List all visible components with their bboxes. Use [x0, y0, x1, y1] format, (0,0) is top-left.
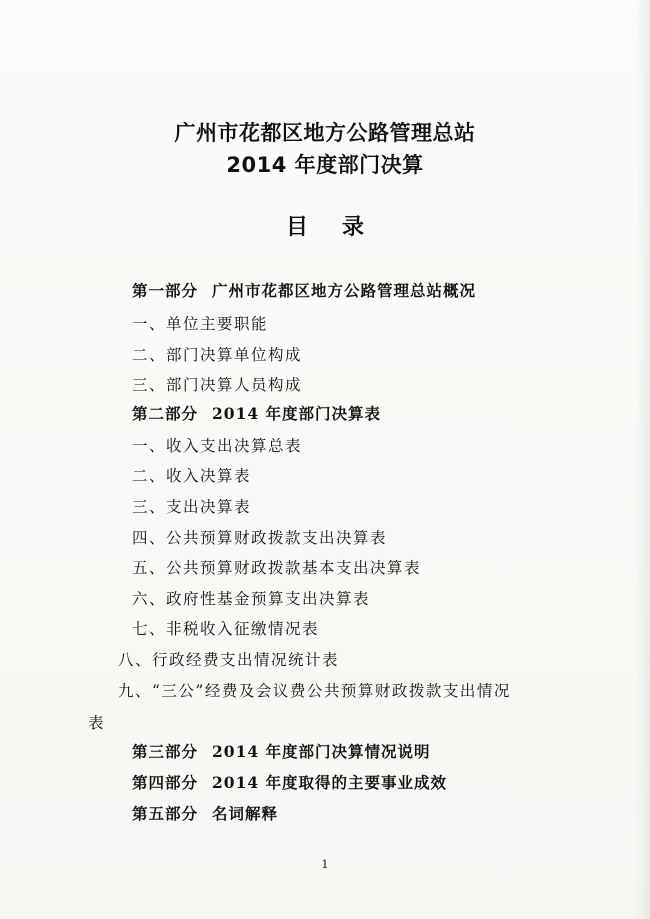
- toc-part-label: 第三部分: [132, 742, 199, 761]
- toc-part-1: [132, 279, 476, 301]
- toc-part-label: 第二部分: [132, 404, 199, 423]
- toc-item: 八、行政经费支出情况统计表: [118, 651, 340, 669]
- toc-item: 三、部门决算人员构成: [132, 376, 303, 394]
- toc-part-5: [132, 802, 278, 824]
- toc-item: 一、单位主要职能: [132, 315, 269, 333]
- toc-part-4: [132, 771, 447, 793]
- toc-part-name: 2014 年度部门决算情况说明: [212, 742, 431, 761]
- toc-item: 三、支出决算表: [132, 498, 252, 516]
- toc-item-continuation: 表: [88, 714, 106, 732]
- toc-item: 五、公共预算财政拨款基本支出决算表: [132, 559, 422, 577]
- toc-item: 二、收入决算表: [132, 467, 252, 485]
- toc-part-name: 广州市花都区地方公路管理总站概况: [212, 281, 477, 300]
- toc-part-name: 2014 年度取得的主要事业成效: [212, 773, 448, 792]
- page-number: 1: [321, 858, 329, 871]
- toc-item: 二、部门决算单位构成: [132, 346, 303, 364]
- document-subtitle: 2014 年度部门决算: [226, 153, 424, 177]
- document-title: 广州市花都区地方公路管理总站: [174, 121, 476, 145]
- toc-part-3: [132, 740, 431, 762]
- toc-part-name: 2014 年度部门决算表: [212, 404, 382, 423]
- toc-item: 六、政府性基金预算支出决算表: [132, 590, 371, 608]
- toc-heading: 目录: [285, 215, 398, 240]
- toc-item: 一、收入支出决算总表: [132, 437, 303, 455]
- toc-part-name: 名词解释: [212, 804, 279, 823]
- toc-part-label: 第一部分: [132, 281, 199, 300]
- toc-item: 七、非税收入征缴情况表: [132, 620, 320, 638]
- toc-item: 四、公共预算财政拨款支出决算表: [132, 529, 388, 547]
- toc-part-label: 第五部分: [132, 804, 199, 823]
- toc-part-2: [132, 402, 381, 424]
- toc-item: 九、“三公”经费及会议费公共预算财政拨款支出情况: [118, 682, 511, 700]
- toc-part-label: 第四部分: [132, 773, 199, 792]
